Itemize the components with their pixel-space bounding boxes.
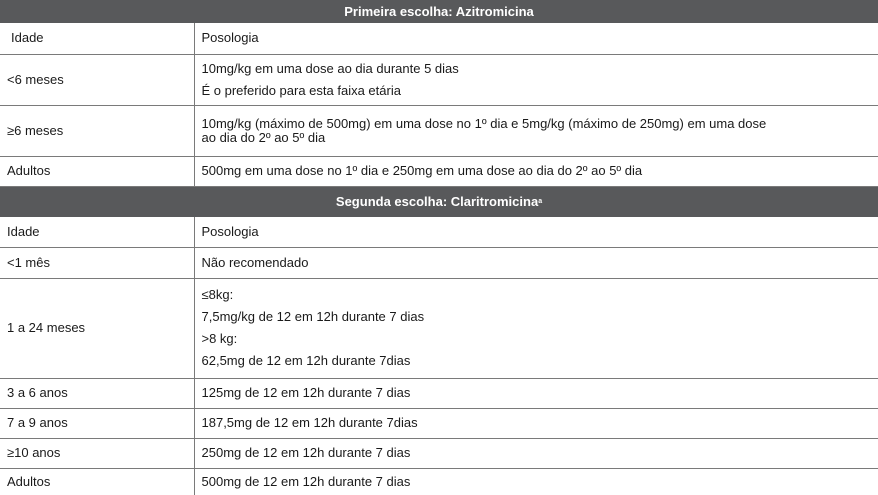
dose-line: 10mg/kg em uma dose ao dia durante 5 dias [202, 62, 878, 76]
dose-note: É o preferido para esta faixa etária [202, 84, 878, 98]
table-header-row [0, 217, 878, 247]
section-header-row [0, 0, 878, 23]
age-cell: <6 meses [0, 54, 194, 105]
dose-line: ≤8kg: [202, 288, 878, 302]
dose-cell [194, 105, 878, 156]
table-row [0, 247, 878, 278]
table-row [0, 468, 878, 495]
dose-line: >8 kg: [202, 332, 878, 346]
age-cell: <1 mês [0, 247, 194, 278]
age-cell: 7 a 9 anos [0, 408, 194, 438]
dose-cell: 500mg de 12 em 12h durante 7 dias [194, 468, 878, 495]
column-header-age: Idade [0, 217, 194, 247]
dose-line: 10mg/kg (máximo de 500mg) em uma dose no 1º dia e 5mg/kg (máximo de 250mg) em uma dose [202, 117, 878, 131]
dose-cell: 250mg de 12 em 12h durante 7 dias [194, 438, 878, 468]
dose-cell [194, 278, 878, 378]
table-header-row [0, 23, 878, 54]
table-row [0, 105, 878, 156]
section-title-first-choice: Primeira escolha: Azitromicina [0, 0, 878, 23]
dose-line: ao dia do 2º ao 5º dia [202, 131, 878, 145]
table-row [0, 378, 878, 408]
section-title-second-choice: Segunda escolha: Claritromicina$^a$ [0, 186, 878, 217]
section-header-row [0, 186, 878, 217]
age-cell: Adultos [0, 468, 194, 495]
age-cell: Adultos [0, 156, 194, 186]
dose-cell: Não recomendado [194, 247, 878, 278]
column-header-dose: Posologia [194, 23, 878, 54]
age-cell: 3 a 6 anos [0, 378, 194, 408]
dose-cell: 125mg de 12 em 12h durante 7 dias [194, 378, 878, 408]
column-header-age: Idade [0, 23, 194, 54]
table-row [0, 54, 878, 105]
dose-line: 7,5mg/kg de 12 em 12h durante 7 dias [202, 310, 878, 324]
age-cell: ≥6 meses [0, 105, 194, 156]
age-cell: ≥10 anos [0, 438, 194, 468]
dose-cell: 500mg em uma dose no 1º dia e 250mg em uma dose ao dia do 2º ao 5º dia [194, 156, 878, 186]
dose-cell: 187,5mg de 12 em 12h durante 7dias [194, 408, 878, 438]
dose-cell [194, 54, 878, 105]
age-cell: 1 a 24 meses [0, 278, 194, 378]
table-row [0, 438, 878, 468]
footnote-marker: a [538, 198, 542, 205]
column-header-dose: Posologia [194, 217, 878, 247]
table-row [0, 408, 878, 438]
table-row [0, 278, 878, 378]
table-row [0, 156, 878, 186]
dose-line: 62,5mg de 12 em 12h durante 7dias [202, 354, 878, 368]
